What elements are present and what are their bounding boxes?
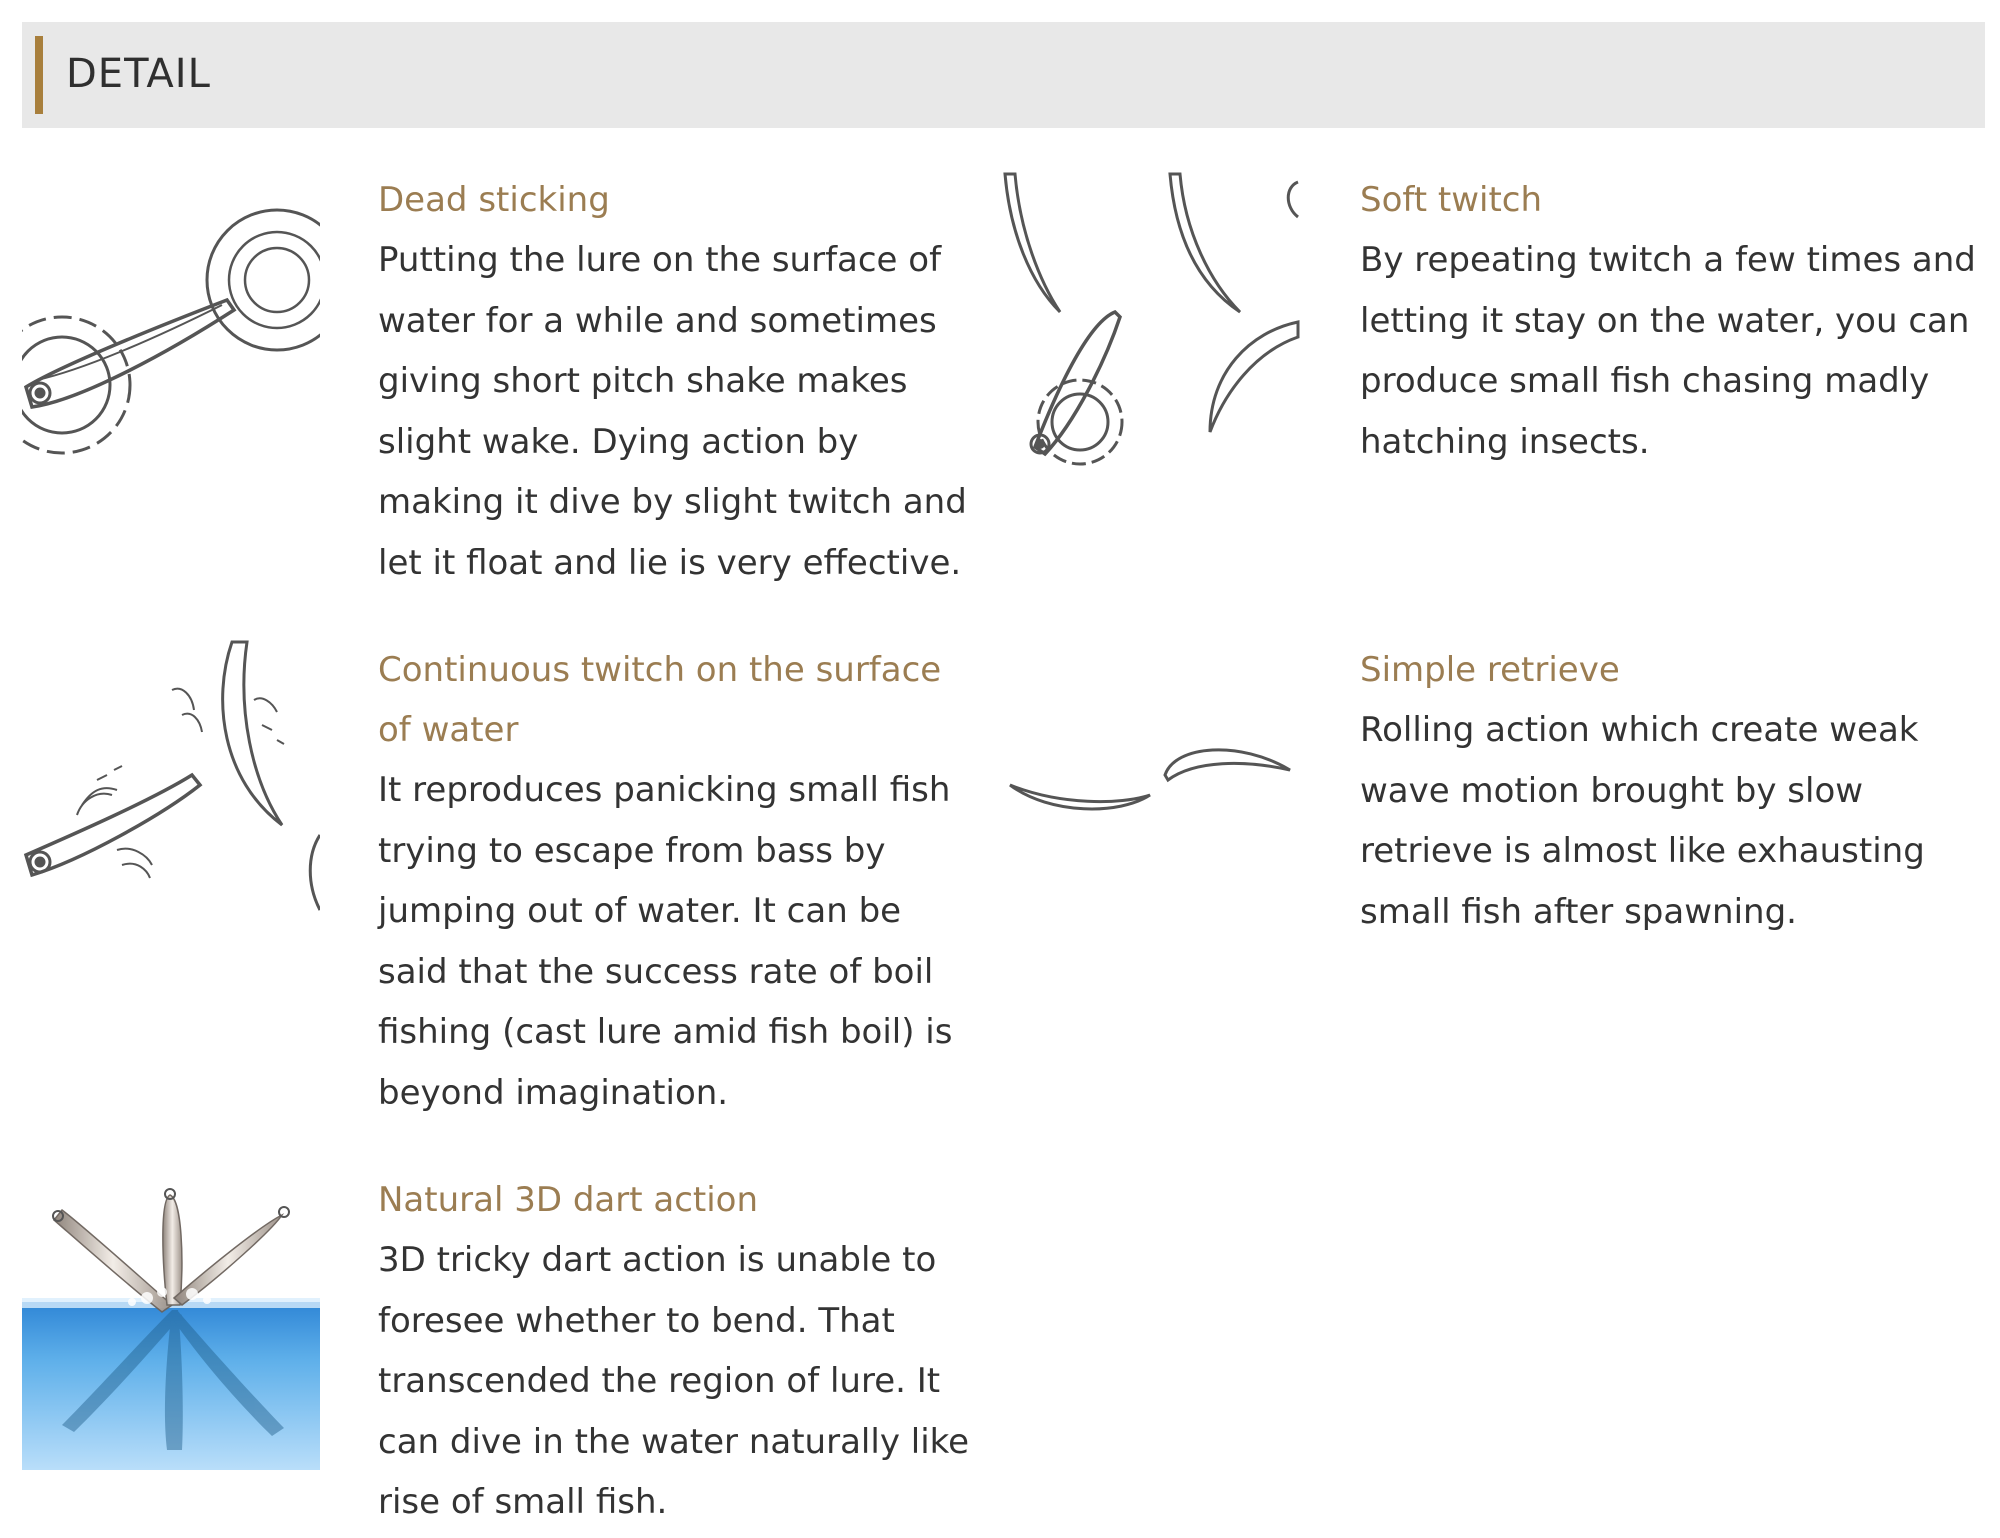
item-title: Dead sticking — [378, 180, 610, 220]
header-accent-bar — [35, 36, 43, 114]
item-description: 3D tricky dart action is unable to foresee whether to bend. That transcended the region of lure. It can dive in the water naturally like rise of small fish. — [378, 1240, 970, 1522]
item-title: Natural 3D dart action — [378, 1180, 759, 1220]
item-description: It reproduces panicking small fish trying to escape from bass by jumping out of water. It can be said that the success rate of boil fishing (cast lure amid fish boil) is beyond imagination. — [378, 770, 953, 1113]
3d-dart-photo — [22, 1180, 320, 1470]
dead-sticking-illustration — [22, 175, 320, 475]
continuous-twitch-illustration — [22, 640, 320, 920]
detail-header — [22, 22, 1985, 128]
header-title: DETAIL — [66, 51, 211, 97]
item-description: Putting the lure on the surface of water for a while and sometimes giving short pitch shake makes slight wake. Dying action by making it dive by slight twitch and let it float and lie is very effective. — [378, 240, 967, 583]
item-title: Soft twitch — [1360, 180, 1543, 220]
item-description: By repeating twitch a few times and letting it stay on the water, you can produce small fish chasing madly hatching insects. — [1360, 240, 1976, 462]
item-title: Continuous twitch on the surface of water — [378, 650, 942, 750]
soft-twitch-illustration — [1000, 172, 1300, 472]
simple-retrieve-illustration — [1000, 720, 1300, 830]
item-description: Rolling action which create weak wave motion brought by slow retrieve is almost like exhausting small fish after spawning. — [1360, 710, 1925, 932]
item-title: Simple retrieve — [1360, 650, 1620, 690]
